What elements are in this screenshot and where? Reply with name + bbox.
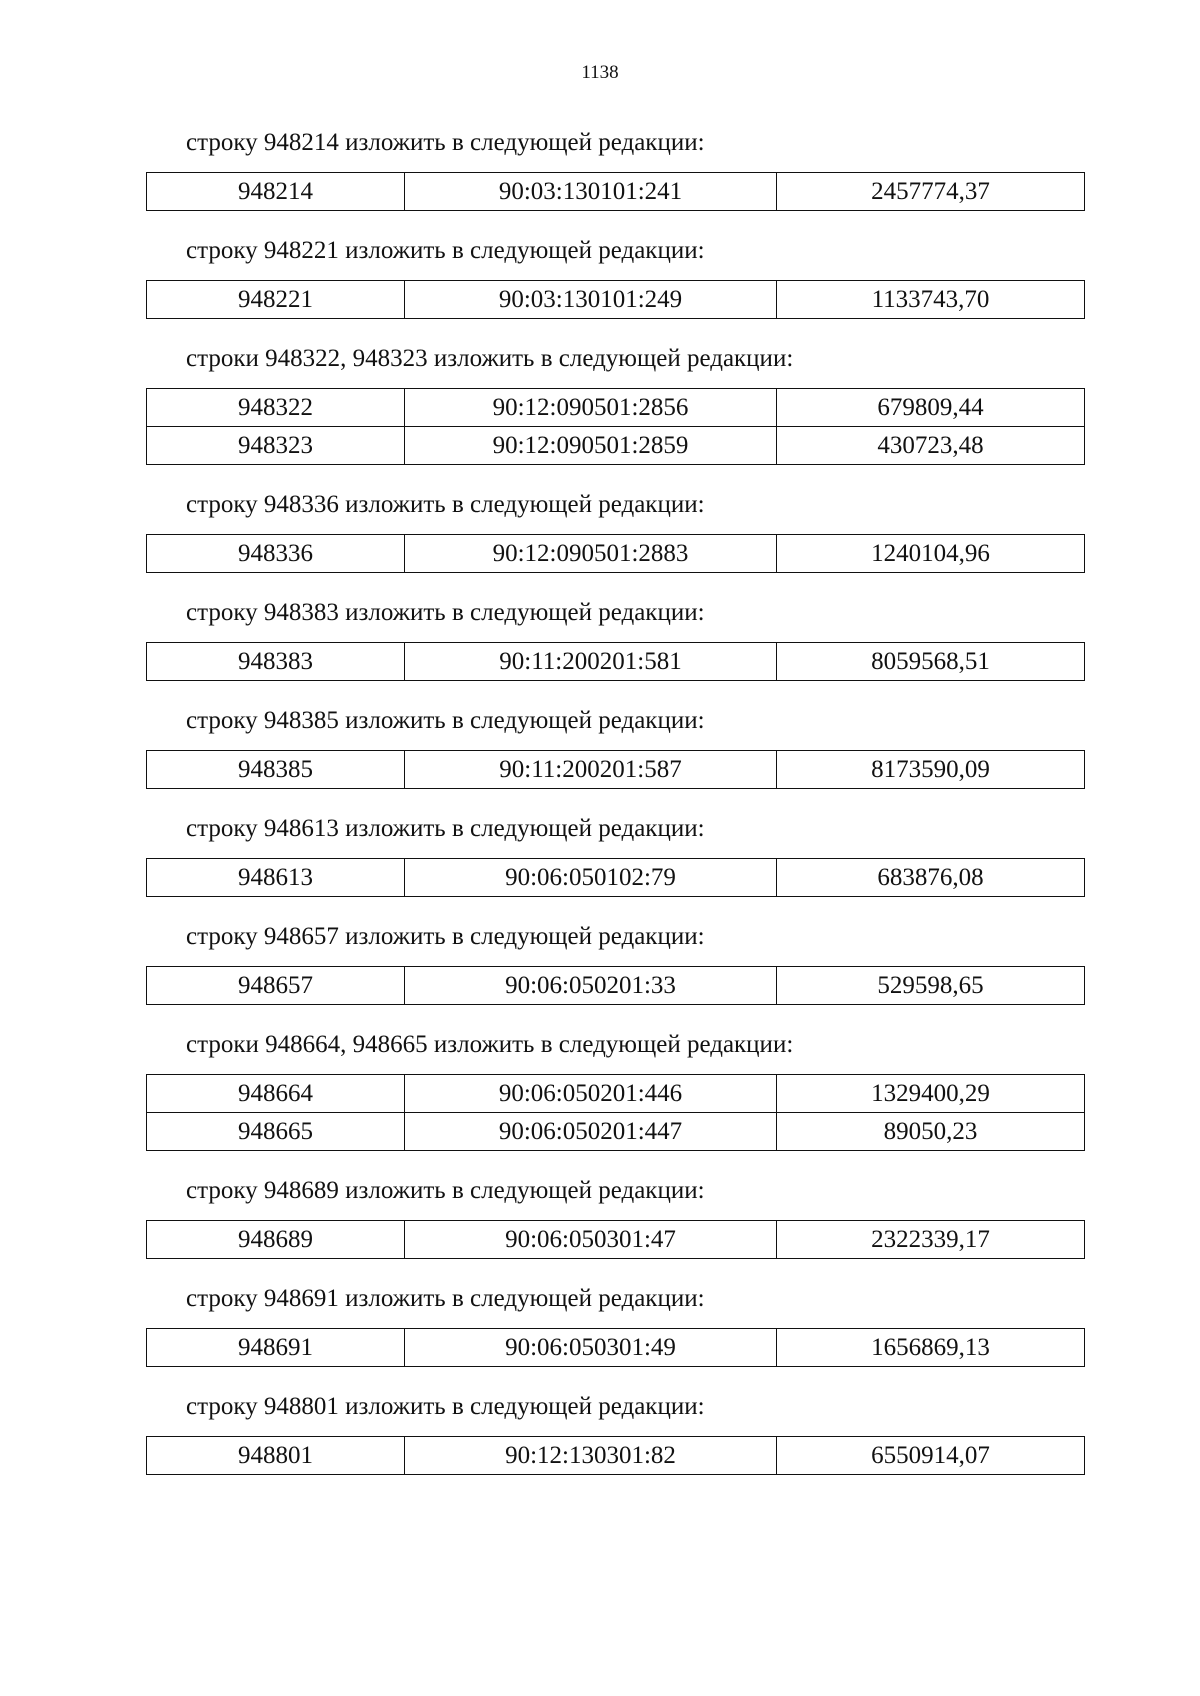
row-number-cell: 948665 — [147, 1113, 405, 1151]
amendment-intro: строки 948322, 948323 изложить в следующей редакции: — [186, 345, 794, 372]
amendment-table — [146, 172, 1085, 211]
row-number-cell: 948323 — [147, 427, 405, 465]
cadastral-value-cell: 683876,08 — [777, 859, 1085, 897]
amendment-section — [146, 1281, 1084, 1367]
amendment-table — [146, 966, 1085, 1005]
row-number-cell: 948664 — [147, 1075, 405, 1113]
cadastral-number-cell: 90:06:050301:49 — [405, 1329, 777, 1367]
amendment-section — [146, 487, 1084, 573]
cadastral-number-cell: 90:03:130101:241 — [405, 173, 777, 211]
row-number-cell: 948385 — [147, 751, 405, 789]
table-row — [147, 1437, 1085, 1475]
amendment-section — [146, 1173, 1084, 1259]
cadastral-number-cell: 90:06:050102:79 — [405, 859, 777, 897]
cadastral-number-cell: 90:11:200201:587 — [405, 751, 777, 789]
cadastral-number-cell: 90:03:130101:249 — [405, 281, 777, 319]
amendment-intro: строку 948385 изложить в следующей редакции: — [186, 707, 705, 734]
amendment-intro: строки 948664, 948665 изложить в следующей редакции: — [186, 1031, 794, 1058]
table-row — [147, 751, 1085, 789]
cadastral-number-cell: 90:12:090501:2856 — [405, 389, 777, 427]
amendment-intro: строку 948336 изложить в следующей редакции: — [186, 491, 705, 518]
row-number-cell: 948689 — [147, 1221, 405, 1259]
amendment-table — [146, 534, 1085, 573]
table-row — [147, 859, 1085, 897]
table-row — [147, 1329, 1085, 1367]
amendment-table — [146, 1328, 1085, 1367]
row-number-cell: 948221 — [147, 281, 405, 319]
amendment-table — [146, 750, 1085, 789]
row-number-cell: 948383 — [147, 643, 405, 681]
cadastral-value-cell: 2457774,37 — [777, 173, 1085, 211]
cadastral-value-cell: 1656869,13 — [777, 1329, 1085, 1367]
cadastral-value-cell: 89050,23 — [777, 1113, 1085, 1151]
amendment-intro: строку 948221 изложить в следующей редакции: — [186, 237, 705, 264]
row-number-cell: 948336 — [147, 535, 405, 573]
cadastral-value-cell: 679809,44 — [777, 389, 1085, 427]
cadastral-value-cell: 1329400,29 — [777, 1075, 1085, 1113]
cadastral-number-cell: 90:11:200201:581 — [405, 643, 777, 681]
cadastral-number-cell: 90:06:050201:447 — [405, 1113, 777, 1151]
amendment-table — [146, 1436, 1085, 1475]
row-number-cell: 948657 — [147, 967, 405, 1005]
page-number: 1138 — [581, 62, 619, 83]
cadastral-number-cell: 90:12:090501:2859 — [405, 427, 777, 465]
amendment-table — [146, 1220, 1085, 1259]
cadastral-value-cell: 529598,65 — [777, 967, 1085, 1005]
amendment-intro: строку 948801 изложить в следующей редакции: — [186, 1393, 705, 1420]
table-row — [147, 427, 1085, 465]
row-number-cell: 948214 — [147, 173, 405, 211]
cadastral-value-cell: 8173590,09 — [777, 751, 1085, 789]
cadastral-number-cell: 90:12:130301:82 — [405, 1437, 777, 1475]
amendment-section — [146, 595, 1084, 681]
table-row — [147, 389, 1085, 427]
amendment-section — [146, 125, 1084, 211]
amendment-section — [146, 703, 1084, 789]
cadastral-value-cell: 430723,48 — [777, 427, 1085, 465]
cadastral-number-cell: 90:06:050301:47 — [405, 1221, 777, 1259]
amendment-section — [146, 1389, 1084, 1475]
amendment-section — [146, 341, 1084, 465]
amendment-intro: строку 948613 изложить в следующей редакции: — [186, 815, 705, 842]
row-number-cell: 948613 — [147, 859, 405, 897]
table-row — [147, 1221, 1085, 1259]
cadastral-number-cell: 90:06:050201:33 — [405, 967, 777, 1005]
amendment-intro: строку 948657 изложить в следующей редакции: — [186, 923, 705, 950]
cadastral-value-cell: 2322339,17 — [777, 1221, 1085, 1259]
table-row — [147, 535, 1085, 573]
row-number-cell: 948691 — [147, 1329, 405, 1367]
cadastral-number-cell: 90:12:090501:2883 — [405, 535, 777, 573]
amendment-table — [146, 388, 1085, 465]
amendment-section — [146, 1027, 1084, 1151]
amendment-intro: строку 948383 изложить в следующей редакции: — [186, 599, 705, 626]
amendment-table — [146, 280, 1085, 319]
amendment-intro: строку 948689 изложить в следующей редакции: — [186, 1177, 705, 1204]
cadastral-value-cell: 1240104,96 — [777, 535, 1085, 573]
cadastral-value-cell: 6550914,07 — [777, 1437, 1085, 1475]
table-row — [147, 281, 1085, 319]
table-row — [147, 1075, 1085, 1113]
amendment-table — [146, 642, 1085, 681]
table-row — [147, 173, 1085, 211]
cadastral-value-cell: 8059568,51 — [777, 643, 1085, 681]
row-number-cell: 948322 — [147, 389, 405, 427]
row-number-cell: 948801 — [147, 1437, 405, 1475]
amendment-table — [146, 858, 1085, 897]
amendment-section — [146, 811, 1084, 897]
amendment-table — [146, 1074, 1085, 1151]
table-row — [147, 643, 1085, 681]
amendment-intro: строку 948214 изложить в следующей редакции: — [186, 129, 705, 156]
cadastral-number-cell: 90:06:050201:446 — [405, 1075, 777, 1113]
amendment-intro: строку 948691 изложить в следующей редакции: — [186, 1285, 705, 1312]
table-row — [147, 967, 1085, 1005]
document-body — [146, 125, 1084, 1497]
amendment-section — [146, 919, 1084, 1005]
cadastral-value-cell: 1133743,70 — [777, 281, 1085, 319]
table-row — [147, 1113, 1085, 1151]
amendment-section — [146, 233, 1084, 319]
